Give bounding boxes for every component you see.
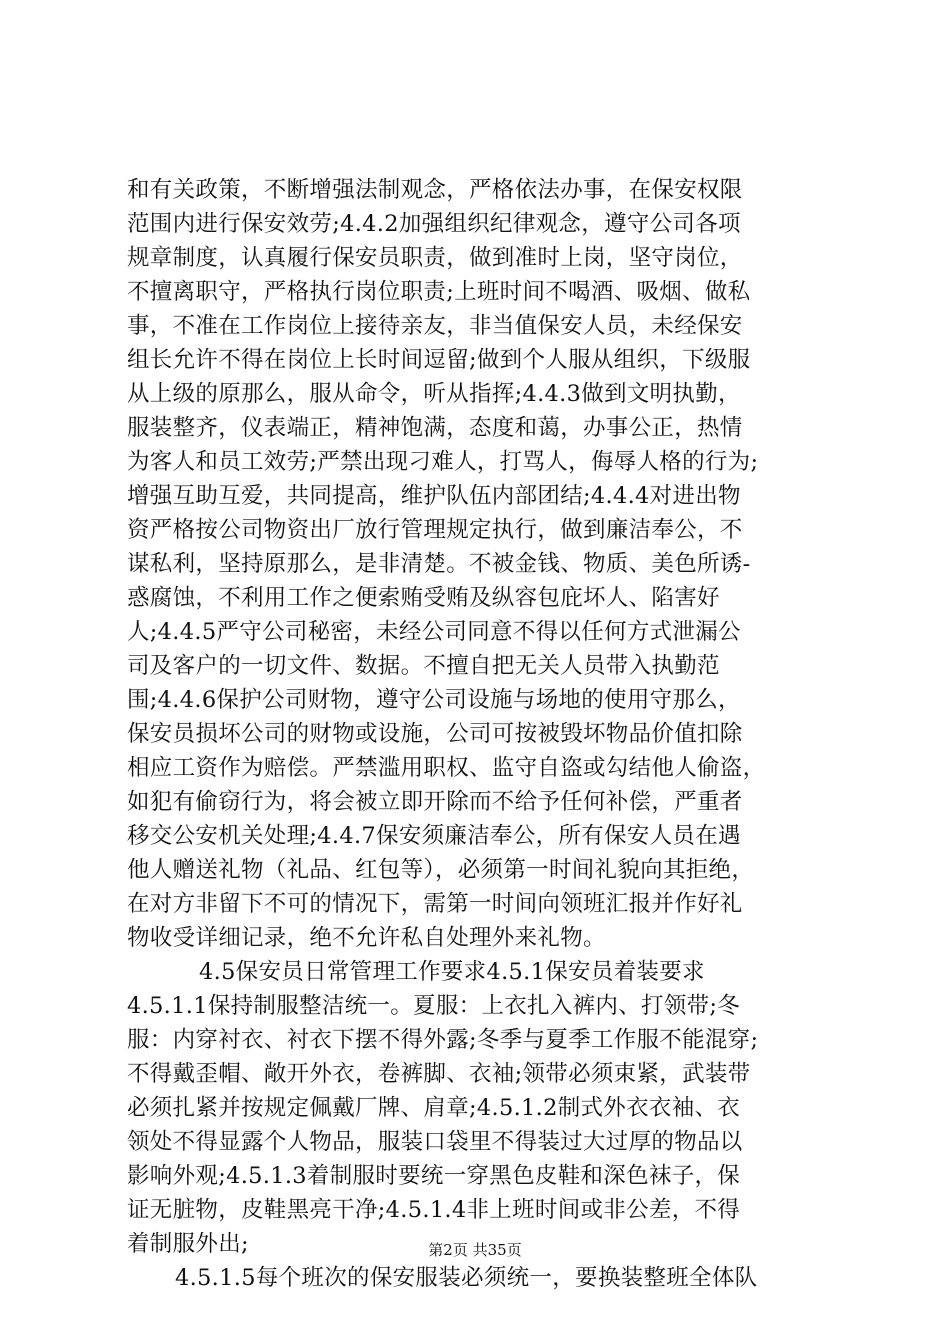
text-line: 事，不准在工作岗位上接待亲友，非当值保安人员，未经保安 — [127, 313, 743, 339]
text-line: 为客人和员工效劳;严禁出现刁难人，打骂人，侮辱人格的行为; — [127, 449, 759, 475]
text-line: 和有关政策，不断增强法制观念，严格依法办事，在保安权限 — [127, 177, 743, 203]
text-line: 他人赠送礼物（礼品、红包等），必须第一时间礼貌向其拒绝， — [127, 857, 755, 883]
text-line: 移交公安机关处理;4.4.7保安须廉洁奉公，所有保安人员在遇 — [127, 823, 741, 849]
text-line: 规章制度，认真履行保安员职责，做到准时上岗，坚守岗位， — [127, 245, 743, 271]
text-line: 组长允许不得在岗位上长时间逗留;做到个人服从组织，下级服 — [127, 347, 751, 373]
text-line: 相应工资作为赔偿。严禁滥用职权、监守自盗或勾结他人偷盗， — [127, 755, 766, 781]
text-line: 领处不得显露个人物品，服装口袋里不得装过大过厚的物品以 — [127, 1129, 743, 1155]
text-line: 服装整齐，仪表端正，精神饱满，态度和蔼，办事公正，热情 — [127, 415, 743, 441]
text-line: 谋私利，坚持原那么，是非清楚。不被金钱、物质、美色所诱- — [127, 551, 751, 577]
text-line: 不得戴歪帽、敞开外衣，卷裤脚、衣袖;领带必须束紧，武装带 — [127, 1061, 751, 1087]
text-line: 如犯有偷窃行为，将会被立即开除而不给予任何补偿，严重者 — [127, 789, 743, 815]
paragraph-start-line: 4.5.1.5每个班次的保安服装必须统一，要换装整班全体队 — [175, 1265, 758, 1291]
text-line: 影响外观;4.5.1.3着制服时要统一穿黑色皮鞋和深色袜子，保 — [127, 1163, 741, 1189]
text-line: 增强互助互爱，共同提高，维护队伍内部团结;4.4.4对进出物 — [127, 483, 741, 509]
text-line: 从上级的原那么，服从命令，听从指挥;4.4.3做到文明执勤， — [127, 381, 741, 407]
text-line: 证无脏物，皮鞋黑亮干净;4.5.1.4非上班时间或非公差，不得 — [127, 1197, 741, 1223]
text-line: 在对方非留下不可的情况下，需第一时间向领班汇报并作好礼 — [127, 891, 743, 917]
text-line: 范围内进行保安效劳;4.4.2加强组织纪律观念，遵守公司各项 — [127, 211, 741, 237]
text-line: 人;4.4.5严守公司秘密，未经公司同意不得以任何方式泄漏公 — [127, 619, 741, 645]
text-line: 4.5.1.1保持制服整洁统一。夏服：上衣扎入裤内、打领带;冬 — [127, 993, 741, 1019]
text-line: 物收受详细记录，绝不允许私自处理外来礼物。 — [127, 925, 606, 951]
text-line: 围;4.4.6保护公司财物，遵守公司设施与场地的使用守那么， — [127, 687, 741, 713]
text-line: 着制服外出; — [127, 1231, 249, 1257]
text-line: 惑腐蚀，不利用工作之便索贿受贿及纵容包庇坏人、陷害好 — [127, 585, 720, 611]
text-line: 不擅离职守，严格执行岗位职责;上班时间不喝酒、吸烟、做私 — [127, 279, 751, 305]
text-line: 必须扎紧并按规定佩戴厂牌、肩章;4.5.1.2制式外衣衣袖、衣 — [127, 1095, 741, 1121]
text-line: 资严格按公司物资出厂放行管理规定执行，做到廉洁奉公，不 — [127, 517, 743, 543]
text-line: 服：内穿衬衣、衬衣下摆不得外露;冬季与夏季工作服不能混穿; — [127, 1027, 759, 1053]
text-line: 司及客户的一切文件、数据。不擅自把无关人员带入执勤范 — [127, 653, 720, 679]
page-number-footer: 第2页 共35页 — [428, 1241, 522, 1259]
text-line: 保安员损坏公司的财物或设施，公司可按被毁坏物品价值扣除 — [127, 721, 743, 747]
paragraph-start-line: 4.5保安员日常管理工作要求4.5.1保安员着装要求 — [199, 959, 705, 985]
